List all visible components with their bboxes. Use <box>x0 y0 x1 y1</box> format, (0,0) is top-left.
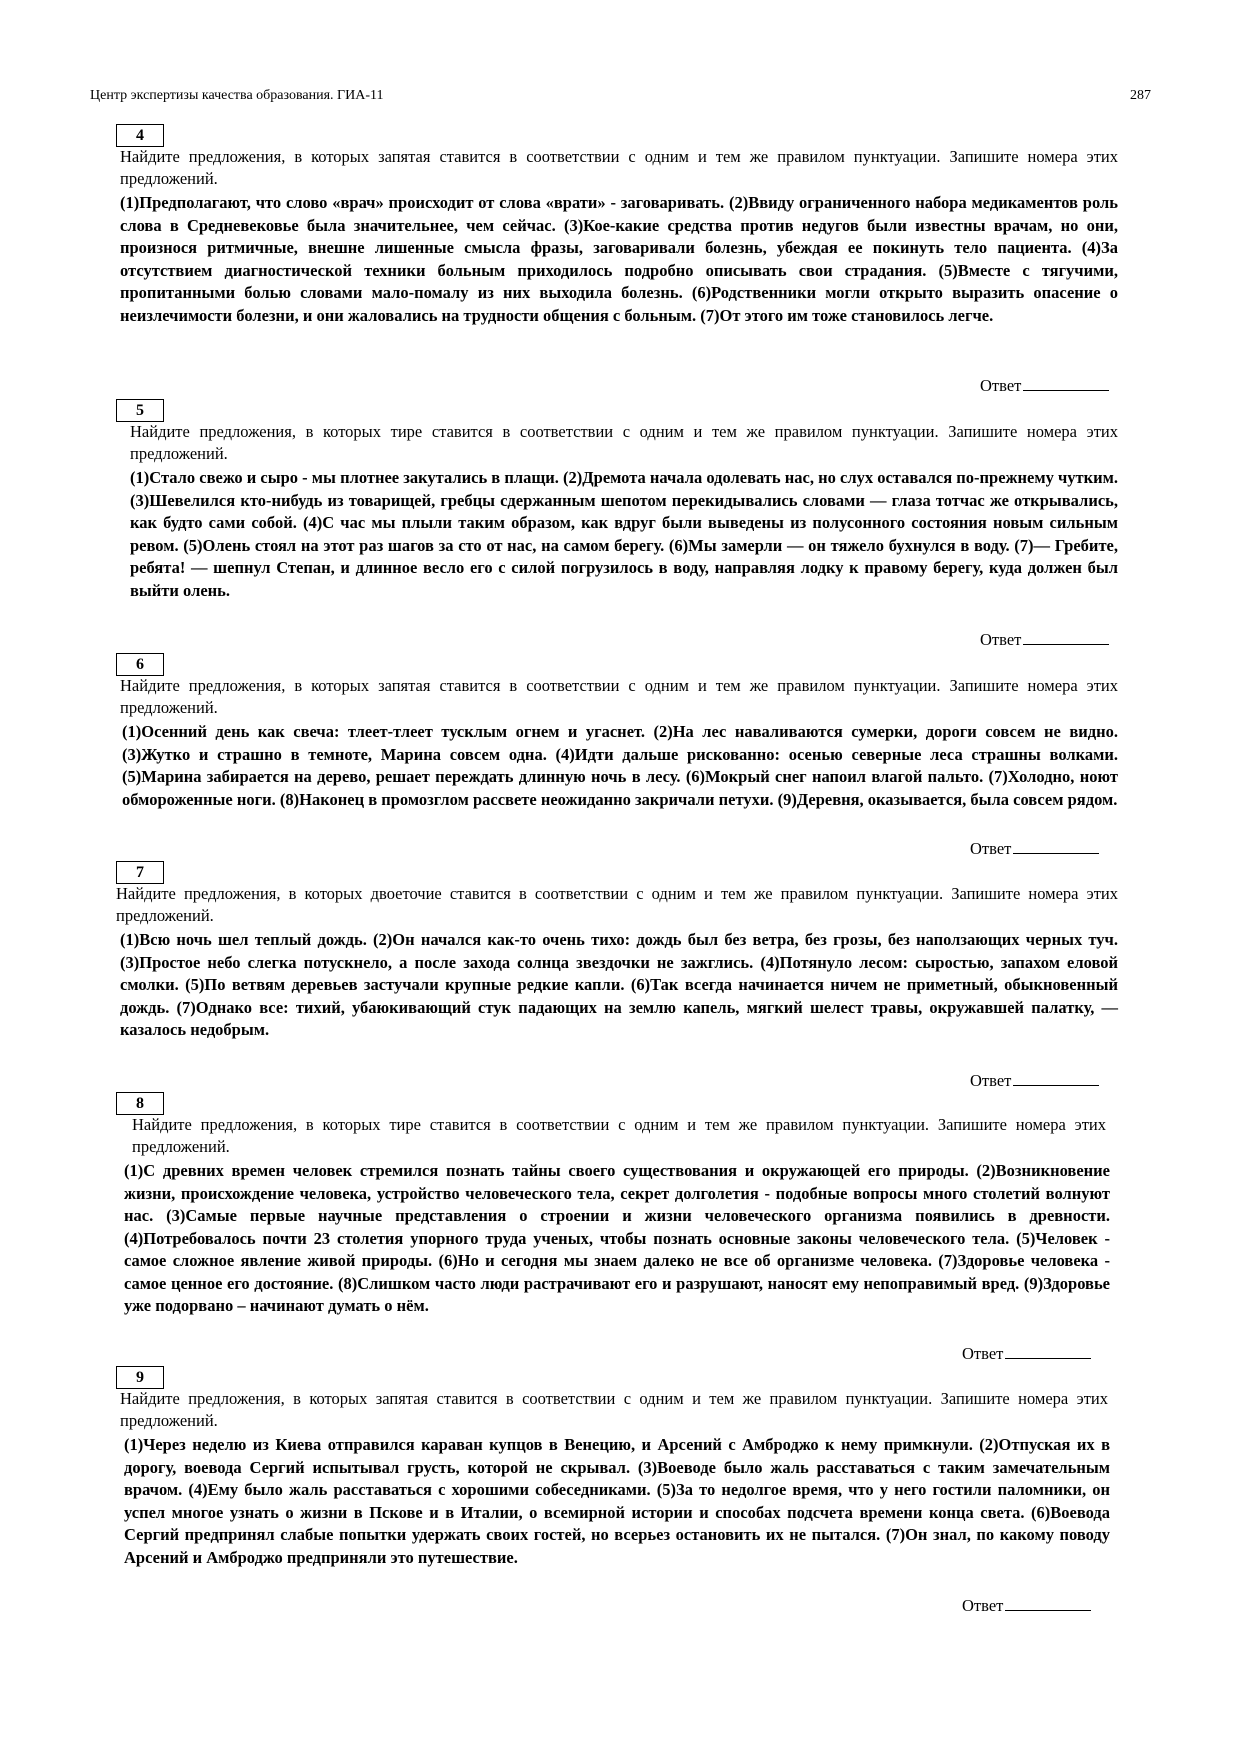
task-text: (1)Предполагают, что слово «врач» происходит от слова «врати» - заговаривать. (2)Ввиду ограниченного набора медикаментов роль слова в Средневековье была значительнее, чем сейчас. (3)Кое-какие средства против недугов были известны врачам, но они, произнося ритмичные, внешне лишенные смысла фразы, заговаривали болезнь, убеждая ее покинуть тело пациента. (4)За отсутствием диагностической техники больным приходилось подробно описывать свои страдания. (5)Вместе с тягучими, пропитанными болью словами мало-помалу из них выходила болезнь. (6)Родственники могли открыто выразить опасение о неизлечимости болезни, и они жаловались на трудности общения с больным. (7)От этого им тоже становилось легче. <box>120 193 1118 325</box>
answer-label: Ответ <box>980 376 1022 395</box>
task-instruction: Найдите предложения, в которых тире ставится в соответствии с одним и тем же правилом пунктуации. Запишите номера этих предложений. <box>130 422 1118 463</box>
task-instruction: Найдите предложения, в которых запятая ставится в соответствии с одним и тем же правилом пунктуации. Запишите номера этих предложений. <box>120 676 1118 717</box>
task-instruction: Найдите предложения, в которых запятая ставится в соответствии с одним и тем же правилом пунктуации. Запишите номера этих предложений. <box>120 147 1118 188</box>
task-number-box: 6 <box>116 653 164 676</box>
answer-label: Ответ <box>970 1071 1012 1090</box>
answer-field[interactable] <box>970 1069 1099 1092</box>
answer-field[interactable] <box>980 374 1109 397</box>
answer-label: Ответ <box>962 1344 1004 1363</box>
answer-line[interactable] <box>1023 374 1109 391</box>
answer-field[interactable] <box>980 628 1109 651</box>
answer-label: Ответ <box>980 630 1022 649</box>
answer-field[interactable] <box>970 837 1099 860</box>
task-number-box: 5 <box>116 399 164 422</box>
answer-label: Ответ <box>970 839 1012 858</box>
task-text: (1)Через неделю из Киева отправился караван купцов в Венецию, и Арсений с Амброджо к нему примкнули. (2)Отпуская их в дорогу, воевода Сергий испытывал грусть, которой не скрывал. (3)Воеводе было жаль расставаться с таким замечательным врачом. (4)Ему было жаль расставаться с хорошими собеседниками. (5)За то недолгое время, что у него гостили паломники, он успел многое узнать о жизни в Пскове и в Италии, о всемирной истории и способах подсчета времени конца света. (6)Воевода Сергий предпринял слабые попытки удержать своих гостей, но всерьез остановить их не пытался. (7)Он знал, по какому поводу Арсений и Амброджо предприняли это путешествие. <box>124 1435 1110 1567</box>
task-text: (1)Стало свежо и сыро - мы плотнее закутались в плащи. (2)Дремота начала одолевать нас, но слух оставался по-прежнему чутким. (3)Шевелился кто-нибудь из товарищей, гребцы сдержанным шепотом перекидывались словами — глаза тотчас же открывались, как будто сами собой. (4)С час мы плыли таким образом, как вдруг были выведены из полусонного состояния новым сильным ревом. (5)Олень стоял на этот раз шагов за сто от нас, на самом берегу. (6)Мы замерли — он тяжело бухнулся в воду. (7)— Гребите, ребята! — шепнул Степан, и длинное весло его с силой погрузилось в воду, направляя лодку к правому берегу, куда должен был выйти олень. <box>130 468 1118 600</box>
answer-line[interactable] <box>1013 837 1099 854</box>
task-text: (1)Осенний день как свеча: тлеет-тлеет тусклым огнем и угаснет. (2)На лес наваливаются сумерки, дороги совсем не видно. (3)Жутко и страшно в темноте, Марина совсем одна. (4)Идти дальше рискованно: осенью северные леса страшны волками. (5)Марина забирается на дерево, решает переждать длинную ночь в лесу. (6)Мокрый снег напоил влагой пальто. (7)Холодно, ноют обмороженные ноги. (8)Наконец в промозглом рассвете неожиданно закричали петухи. (9)Деревня, оказывается, была совсем рядом. <box>122 722 1118 809</box>
answer-label: Ответ <box>962 1596 1004 1615</box>
task-instruction: Найдите предложения, в которых запятая ставится в соответствии с одним и тем же правилом пунктуации. Запишите номера этих предложений. <box>120 1389 1108 1430</box>
answer-field[interactable] <box>962 1594 1091 1617</box>
task-text: (1)С древних времен человек стремился познать тайны своего существования и окружающей его природы. (2)Возникновение жизни, происхождение человека, устройство человеческого тела, секрет долголетия - подобные вопросы много столетий волнуют нас. (3)Самые первые научные представления о строении и жизни человеческого организма появились в древности. (4)Потребовалось почти 23 столетия упорного труда ученых, чтобы познать основные законы человеческого тела. (5)Человек - самое сложное явление живой природы. (6)Но и сегодня мы знаем далеко не все об организме человека. (7)Здоровье человека - самое ценное его достояние. (8)Слишком часто люди растрачивают его и разрушают, наносят ему непоправимый вред. (9)Здоровье уже подорвано – начинают думать о нём. <box>124 1161 1110 1315</box>
answer-line[interactable] <box>1005 1342 1091 1359</box>
task-instruction: Найдите предложения, в которых тире ставится в соответствии с одним и тем же правилом пунктуации. Запишите номера этих предложений. <box>132 1115 1106 1156</box>
task-number-box: 7 <box>116 861 164 884</box>
page-header-title: Центр экспертизы качества образования. ГИА-11 <box>90 88 384 103</box>
task-number-box: 8 <box>116 1092 164 1115</box>
answer-line[interactable] <box>1023 628 1109 645</box>
task-number-box: 4 <box>116 124 164 147</box>
page-number: 287 <box>1130 88 1151 103</box>
answer-line[interactable] <box>1005 1594 1091 1611</box>
task-number-box: 9 <box>116 1366 164 1389</box>
task-text: (1)Всю ночь шел теплый дождь. (2)Он начался как-то очень тихо: дождь был без ветра, без грозы, без наползающих черных туч. (3)Простое небо слегка потускнело, а после захода солнца звездочки не зажглись. (4)Потянуло лесом: сыростью, запахом еловой смолки. (5)По ветвям деревьев застучали крупные редкие капли. (6)Так всегда начинается ничем не приметный, обыкновенный дождь. (7)Однако все: тихий, убаюкивающий стук падающих на землю капель, мягкий шелест травы, окружавшей палатку, — казалось недобрым. <box>120 930 1118 1039</box>
answer-field[interactable] <box>962 1342 1091 1365</box>
task-instruction: Найдите предложения, в которых двоеточие ставится в соответствии с одним и тем же правилом пунктуации. Запишите номера этих предложений. <box>116 884 1118 925</box>
answer-line[interactable] <box>1013 1069 1099 1086</box>
